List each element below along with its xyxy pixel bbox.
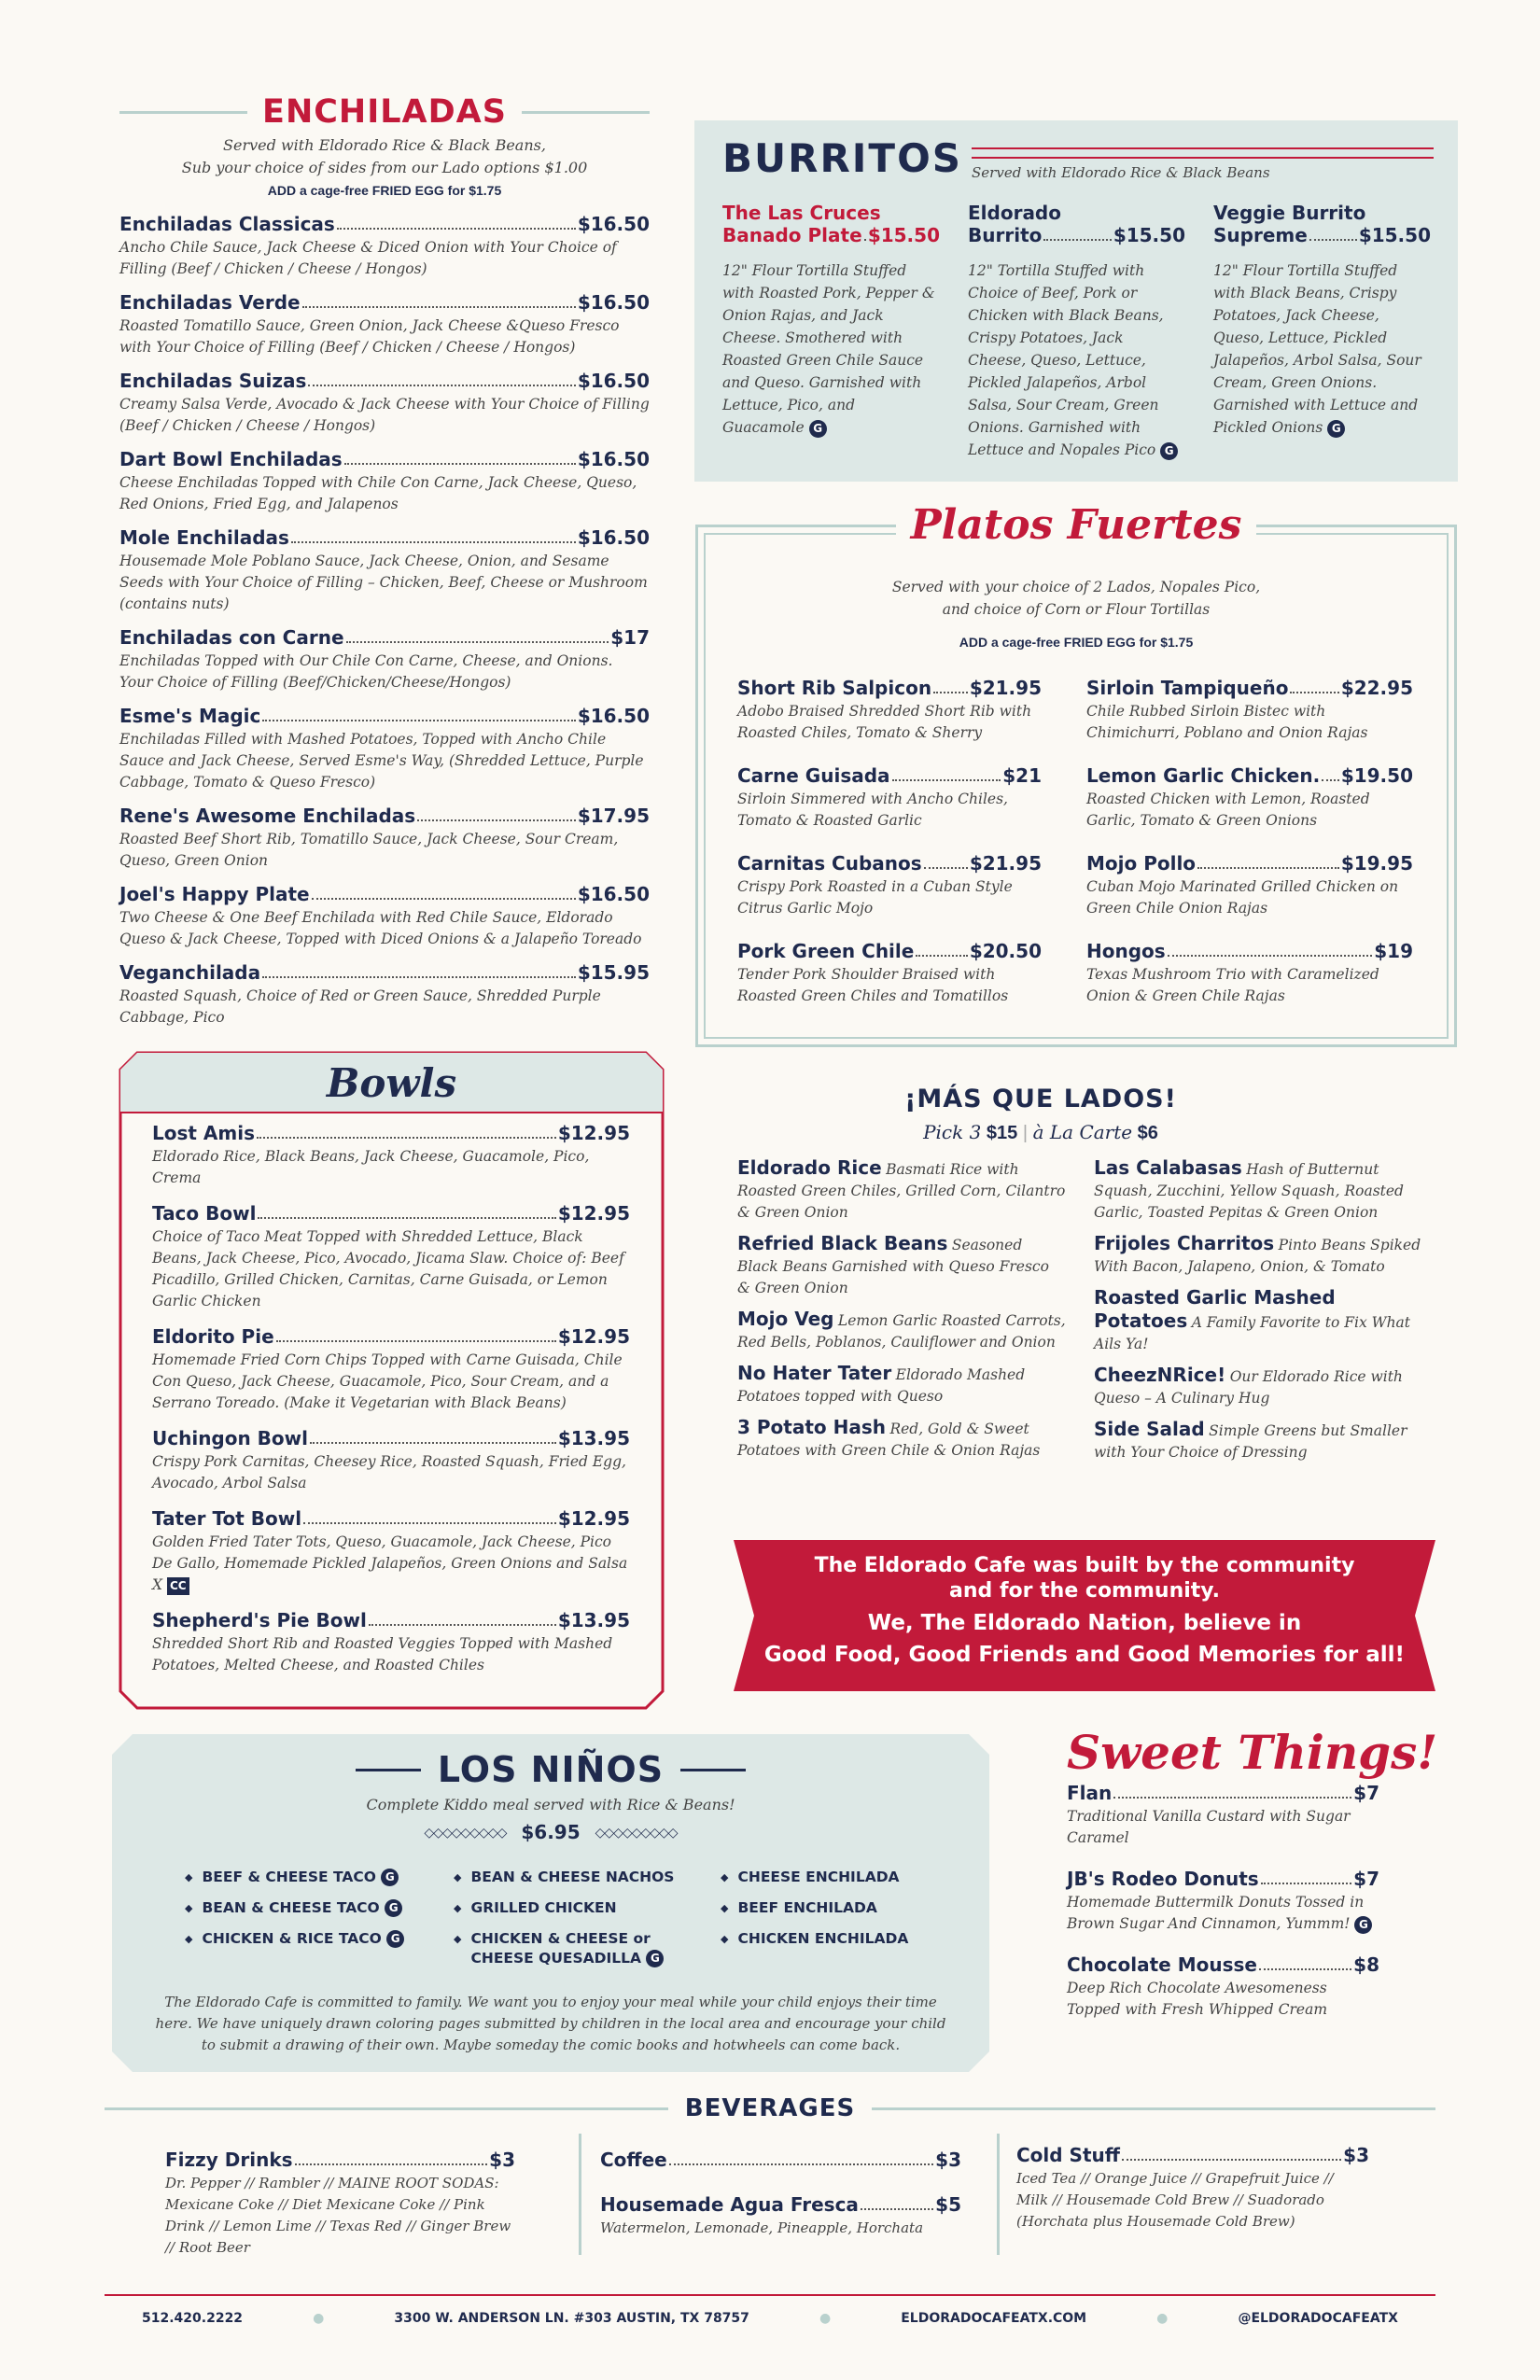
item-description: Homemade Fried Corn Chips Topped with Carne Guisada, Chile Con Queso, Jack Cheese, Guacamole, Pico, Sour Cream, and a Serrano Toreado. (Make it Vegetarian with Black Beans) <box>152 1351 623 1411</box>
enchiladas-egg-addon: ADD a cage-free FRIED EGG for $1.75 <box>267 183 502 198</box>
item-description: Roasted Chicken with Lemon, Roasted Garlic, Tomato & Green Onions <box>1086 791 1370 829</box>
burrito-name-2: Burrito <box>968 224 1043 246</box>
ninos-price: $6.95 <box>521 1821 581 1843</box>
platos-subtitle-1: Served with your choice of 2 Lados, Nopales Pico, <box>891 579 1261 595</box>
burrito-name-1: The Las Cruces <box>722 202 881 224</box>
footer-website-link[interactable]: ELDORADOCAFEATX.COM <box>901 2311 1087 2326</box>
item-description: Roasted Beef Short Rib, Tomatillo Sauce, Jack Cheese, Sour Cream, Queso, Green Onion <box>119 831 619 869</box>
lado-item <box>737 1309 1066 1353</box>
item-description: Sirloin Simmered with Ancho Chiles, Tomato & Roasted Garlic <box>737 791 1008 829</box>
bev-fizzy-name: Fizzy Drinks <box>165 2149 293 2171</box>
item-description: Shredded Short Rib and Roasted Veggies Topped with Mashed Potatoes, Melted Cheese, and Roasted Chiles <box>152 1635 613 1673</box>
lado-description: Seasoned Black Beans Garnished with Queso Fresco & Green Onion <box>737 1237 1049 1296</box>
lado-name: Refried Black Beans <box>737 1232 948 1254</box>
diamond-bullet-icon: ◆ <box>454 1871 462 1883</box>
bev-divider-1 <box>579 2134 581 2255</box>
burrito-name-2: Banado Plate <box>722 224 862 246</box>
item-price: $12.95 <box>557 1325 630 1348</box>
platos-section <box>695 501 1457 1047</box>
burritos-list <box>694 181 1458 461</box>
item-name: Hongos <box>1086 940 1166 962</box>
item-name: Eldorito Pie <box>152 1325 274 1348</box>
item-price: $13.95 <box>557 1427 630 1449</box>
item-description: Choice of Taco Meat Topped with Shredded Lettuce, Black Beans, Jack Cheese, Pico, Avocado, Jicama Slaw. Choice of: Beef Picadillo, Grilled Chicken, Carnitas, Carne Guisada, or Lemon Garlic Chicken <box>152 1228 624 1309</box>
lado-item <box>737 1363 1066 1407</box>
ninos-item-label: BEAN & CHEESE TACO <box>202 1899 380 1916</box>
item-price: $13.95 <box>557 1609 630 1631</box>
ninos-item-label: BEEF & CHEESE TACO <box>202 1869 376 1885</box>
footer-social-link[interactable]: @ELDORADOCAFEATX <box>1238 2311 1398 2326</box>
item-description: Creamy Salsa Verde, Avocado & Jack Cheese with Your Choice of Filling (Beef / Chicken / Cheese / Hongos) <box>119 396 650 434</box>
menu-item <box>119 626 650 693</box>
lado-name: No Hater Tater <box>737 1362 892 1384</box>
lado-description: Red, Gold & Sweet Potatoes with Green Chile & Onion Rajas <box>737 1421 1041 1459</box>
item-description: Cheese Enchiladas Topped with Chile Con Carne, Jack Cheese, Queso, Red Onions, Fried Egg, and Jalapenos <box>119 474 637 512</box>
footer-phone[interactable]: 512.420.2222 <box>142 2311 244 2326</box>
item-price: $16.50 <box>577 370 650 392</box>
ninos-ornament-left: ◇◇◇◇◇◇◇◇◇ <box>424 1824 507 1840</box>
item-price: $19 <box>1374 940 1413 962</box>
lados-pricing: Pick 3 $15 | à La Carte $6 <box>923 1121 1158 1143</box>
bev-fizzy-price: $3 <box>489 2149 515 2171</box>
item-name: Carne Guisada <box>737 764 890 787</box>
ninos-item-label: GRILLED CHICKEN <box>470 1899 617 1916</box>
bev-cold <box>1016 2144 1369 2233</box>
enchiladas-title: ENCHILADAS <box>262 93 507 131</box>
diamond-bullet-icon: ◆ <box>721 1871 729 1883</box>
burrito-name-1: Eldorado <box>968 202 1061 224</box>
item-price: $16.50 <box>577 705 650 727</box>
menu-item <box>1067 1782 1379 1849</box>
menu-item <box>1067 1953 1379 2021</box>
lado-item <box>1094 1233 1428 1278</box>
bev-agua-name: Housemade Agua Fresca <box>600 2193 859 2216</box>
menu-item <box>737 764 1042 832</box>
item-description: Homemade Buttermilk Donuts Tossed in Brown Sugar And Cinnamon, Yummm! G <box>1067 1892 1379 1935</box>
footer-address: 3300 W. ANDERSON LN. #303 AUSTIN, TX 78757 <box>394 2311 749 2326</box>
diamond-bullet-icon: ◆ <box>454 1902 462 1914</box>
diamond-bullet-icon: ◆ <box>454 1933 462 1945</box>
item-price: $20.50 <box>969 940 1042 962</box>
enchiladas-subtitle-2: Sub your choice of sides from our Lado options $1.00 <box>181 159 588 176</box>
lado-name: Mojo Veg <box>737 1308 834 1330</box>
item-price: $21.95 <box>969 852 1042 875</box>
item-price: $21 <box>1002 764 1042 787</box>
diamond-bullet-icon: ◆ <box>185 1933 193 1945</box>
lado-description: Pinto Beans Spiked With Bacon, Jalapeno, Onion, & Tomato <box>1094 1237 1421 1275</box>
bev-agua-desc: Watermelon, Lemonade, Pineapple, Horchata <box>600 2219 924 2236</box>
menu-item <box>119 526 650 615</box>
menu-item <box>152 1325 630 1414</box>
cc-badge-icon: CC <box>167 1577 189 1595</box>
item-price: $7 <box>1353 1868 1379 1890</box>
item-price: $17 <box>610 626 650 649</box>
bev-coffee-price: $3 <box>935 2149 961 2171</box>
item-description: Housemade Mole Poblano Sauce, Jack Cheese, Onion, and Sesame Seeds with Your Choice of Filling – Chicken, Beef, Cheese or Mushroom (contains nuts) <box>119 553 648 612</box>
item-name: Mole Enchiladas <box>119 526 289 549</box>
lados-carte-label: à La Carte <box>1032 1121 1133 1143</box>
bev-fizzy <box>165 2149 515 2259</box>
platos-subtitle-2: and choice of Corn or Flour Tortillas <box>942 601 1211 618</box>
menu-item <box>119 705 650 793</box>
bev-coffee-name: Coffee <box>600 2149 667 2171</box>
lado-item <box>737 1157 1066 1224</box>
gluten-free-badge-icon: G <box>809 420 827 438</box>
lado-item <box>1094 1287 1428 1355</box>
platos-left-column <box>737 677 1042 1028</box>
item-price: $15.95 <box>577 961 650 984</box>
ninos-item <box>185 1898 435 1918</box>
burrito-description: 12" Flour Tortilla Stuffed with Roasted Pork, Pepper & Onion Rajas, and Jack Cheese. Smothered with Roasted Green Chile Sauce and Queso. Garnished with Lettuce, Pico, and Guacamole G <box>722 262 935 436</box>
diamond-bullet-icon: ◆ <box>721 1902 729 1914</box>
item-price: $22.95 <box>1340 677 1413 699</box>
enchiladas-list <box>119 213 650 1029</box>
gluten-free-badge-icon: G <box>1327 420 1345 438</box>
item-price: $21.95 <box>969 677 1042 699</box>
gluten-free-badge-icon: G <box>646 1950 664 1967</box>
ninos-item <box>185 1868 435 1887</box>
bowls-title: Bowls <box>326 1060 457 1106</box>
banner-line-1: The Eldorado Cafe was built by the community <box>814 1554 1355 1577</box>
menu-item <box>152 1122 630 1189</box>
footer <box>105 2311 1435 2326</box>
item-price: $12.95 <box>557 1122 630 1144</box>
banner-line-3: We, The Eldorado Nation, believe in <box>867 1611 1302 1635</box>
ninos-item-label: CHICKEN & RICE TACO <box>202 1930 382 1947</box>
lado-description: Simple Greens but Smaller with Your Choice of Dressing <box>1094 1422 1407 1461</box>
lado-description: Eldorado Mashed Potatoes topped with Queso <box>737 1366 1026 1405</box>
ninos-item <box>454 1898 702 1918</box>
bowls-list <box>152 1122 630 1689</box>
ninos-column-3 <box>721 1868 963 1980</box>
item-description: Traditional Vanilla Custard with Sugar Caramel <box>1067 1808 1351 1846</box>
burrito-item <box>968 202 1185 461</box>
item-name: Taco Bowl <box>152 1202 257 1225</box>
item-price: $16.50 <box>577 291 650 314</box>
item-name: Flan <box>1067 1782 1113 1804</box>
lado-item <box>737 1233 1066 1299</box>
footer-dot-3: ● <box>1156 2311 1169 2326</box>
item-name: Shepherd's Pie Bowl <box>152 1609 367 1631</box>
lado-description: Hash of Butternut Squash, Zucchini, Yellow Squash, Roasted Garlic, Toasted Pepitas & Green Onion <box>1094 1161 1404 1221</box>
item-description: Eldorado Rice, Black Beans, Jack Cheese, Guacamole, Pico, Crema <box>152 1148 590 1186</box>
lado-name: Eldorado Rice <box>737 1156 882 1179</box>
bev-fizzy-desc: Dr. Pepper // Rambler // MAINE ROOT SODAS: Mexicane Coke // Diet Mexicane Coke // Pink Drink // Lemon Lime // Texas Red // Ginger Brew // Root Beer <box>165 2175 511 2256</box>
gluten-free-badge-icon: G <box>1354 1916 1372 1934</box>
lado-name: Roasted Garlic Mashed Potatoes <box>1094 1286 1336 1332</box>
item-price: $16.50 <box>577 526 650 549</box>
item-description: Adobo Braised Shredded Short Rib with Roasted Chiles, Tomato & Sherry <box>737 703 1032 741</box>
menu-item <box>152 1202 630 1312</box>
item-name: Short Rib Salpicon <box>737 677 932 699</box>
item-name: Lost Amis <box>152 1122 255 1144</box>
burrito-name-2: Supreme <box>1213 224 1308 246</box>
item-name: Uchingon Bowl <box>152 1427 309 1449</box>
menu-item <box>152 1609 630 1676</box>
item-price: $17.95 <box>577 805 650 827</box>
item-price: $7 <box>1353 1782 1379 1804</box>
lados-title: ¡MÁS QUE LADOS! <box>904 1085 1177 1113</box>
lado-name: 3 Potato Hash <box>737 1416 886 1438</box>
burrito-item <box>722 202 940 461</box>
community-banner <box>734 1553 1435 1671</box>
burrito-price: $15.50 <box>1358 224 1431 246</box>
burrito-price: $15.50 <box>1113 224 1185 246</box>
item-description: Enchiladas Filled with Mashed Potatoes, Topped with Ancho Chile Sauce and Jack Cheese, Served Esme's Way, (Shredded Lettuce, Purple Cabbage, Tomato & Queso Fresco) <box>119 731 644 791</box>
ninos-column-1 <box>185 1868 435 1980</box>
enchiladas-subtitle-1: Served with Eldorado Rice & Black Beans, <box>223 136 546 154</box>
lados-carte-price: $6 <box>1137 1123 1158 1143</box>
burrito-item <box>1213 202 1431 461</box>
item-name: Joel's Happy Plate <box>119 883 310 905</box>
menu-item <box>1086 852 1413 919</box>
lado-description: Basmati Rice with Roasted Green Chiles, Grilled Corn, Cilantro & Green Onion <box>737 1161 1066 1221</box>
ninos-item <box>185 1929 435 1949</box>
banner-line-2: and for the community. <box>949 1579 1220 1603</box>
item-name: Pork Green Chile <box>737 940 915 962</box>
item-price: $12.95 <box>557 1202 630 1225</box>
lado-item <box>737 1417 1066 1462</box>
item-description: Roasted Squash, Choice of Red or Green Sauce, Shredded Purple Cabbage, Pico <box>119 987 601 1026</box>
lado-name: CheezNRice! <box>1094 1364 1226 1386</box>
ninos-column-2 <box>454 1868 702 1980</box>
item-name: JB's Rodeo Donuts <box>1067 1868 1259 1890</box>
enchiladas-section <box>119 93 650 1040</box>
lados-left-column <box>737 1157 1066 1473</box>
ninos-item-label: BEAN & CHEESE NACHOS <box>470 1869 675 1885</box>
item-description: Roasted Tomatillo Sauce, Green Onion, Jack Cheese &Queso Fresco with Your Choice of Filling (Beef / Chicken / Cheese / Hongos) <box>119 317 620 356</box>
ninos-family-note: The Eldorado Cafe is committed to family. We want you to enjoy your meal while your child enjoys their time here. We have uniquely drawn coloring pages submitted by children in the local area and encourage your child to submit a drawing of their own. Maybe someday the comic books and hotwheels can come back. <box>155 1994 946 2053</box>
ninos-section <box>112 1734 989 2072</box>
enchiladas-header <box>119 93 650 131</box>
item-name: Tater Tot Bowl <box>152 1507 302 1530</box>
item-price: $8 <box>1353 1953 1379 1976</box>
bev-coffee <box>600 2149 961 2171</box>
ninos-item <box>721 1898 963 1918</box>
ninos-ornament-right: ◇◇◇◇◇◇◇◇◇ <box>595 1824 678 1840</box>
lado-name: Side Salad <box>1094 1418 1205 1440</box>
burrito-description: 12" Flour Tortilla Stuffed with Black Beans, Crispy Potatoes, Jack Cheese, Queso, Lettuce, Pickled Jalapeños, Arbol Salsa, Sour Cream, Green Onions. Garnished with Lettuce and Pickled Onions G <box>1213 262 1421 436</box>
item-description: Enchiladas Topped with Our Chile Con Carne, Cheese, and Onions. Your Choice of Filling (Beef/Chicken/Cheese/Hongos) <box>119 652 613 691</box>
lados-pick-label: Pick 3 <box>923 1121 982 1143</box>
item-description: Chile Rubbed Sirloin Bistec with Chimichurri, Poblano and Onion Rajas <box>1086 703 1368 741</box>
item-price: $16.50 <box>577 213 650 235</box>
item-name: Rene's Awesome Enchiladas <box>119 805 416 827</box>
menu-item <box>737 677 1042 744</box>
item-price: $16.50 <box>577 883 650 905</box>
lados-right-column <box>1094 1157 1428 1473</box>
menu-item <box>119 961 650 1029</box>
burritos-section <box>694 120 1458 482</box>
lado-name: Las Calabasas <box>1094 1156 1242 1179</box>
ninos-subtitle: Complete Kiddo meal served with Rice & Beans! <box>366 1796 735 1813</box>
bev-agua-price: $5 <box>935 2193 961 2216</box>
diamond-bullet-icon: ◆ <box>721 1933 729 1945</box>
diamond-bullet-icon: ◆ <box>185 1871 193 1883</box>
lado-item <box>1094 1419 1428 1463</box>
item-name: Esme's Magic <box>119 705 261 727</box>
banner-line-4: Good Food, Good Friends and Good Memories for all! <box>763 1643 1406 1667</box>
item-description: Cuban Mojo Marinated Grilled Chicken on Green Chile Onion Rajas <box>1086 878 1399 917</box>
menu-item <box>737 940 1042 1007</box>
lado-item <box>1094 1157 1428 1224</box>
item-description: Deep Rich Chocolate Awesomeness Topped with Fresh Whipped Cream <box>1067 1980 1328 2018</box>
lado-description: Our Eldorado Rice with Queso – A Culinary Hug <box>1094 1368 1403 1407</box>
footer-dot-1: ● <box>313 2311 325 2326</box>
item-name: Chocolate Mousse <box>1067 1953 1257 1976</box>
lados-section <box>737 1085 1428 1473</box>
ninos-item-label: CHEESE ENCHILADA <box>737 1869 900 1885</box>
gluten-free-badge-icon: G <box>385 1899 402 1917</box>
bev-agua <box>600 2193 961 2239</box>
ninos-item-label: CHICKEN ENCHILADA <box>737 1930 909 1947</box>
bowls-section <box>119 1051 665 1710</box>
lado-item <box>1094 1365 1428 1409</box>
footer-rule <box>105 2294 1435 2296</box>
sweets-list <box>1067 1782 1379 2021</box>
item-name: Carnitas Cubanos <box>737 852 922 875</box>
item-name: Enchiladas Verde <box>119 291 301 314</box>
footer-dot-2: ● <box>819 2311 832 2326</box>
menu-item <box>1086 764 1413 832</box>
platos-right-column <box>1086 677 1413 1028</box>
menu-item <box>119 370 650 437</box>
item-price: $19.95 <box>1340 852 1413 875</box>
item-price: $12.95 <box>557 1507 630 1530</box>
ninos-item <box>454 1929 702 1968</box>
bev-divider-2 <box>997 2134 1000 2255</box>
ninos-item <box>454 1868 702 1887</box>
item-description: Texas Mushroom Trio with Caramelized Onion & Green Chile Rajas <box>1086 966 1379 1004</box>
lado-description: A Family Favorite to Fix What Ails Ya! <box>1094 1314 1411 1352</box>
item-description: Crispy Pork Carnitas, Cheesey Rice, Roasted Squash, Fried Egg, Avocado, Arbol Salsa <box>152 1453 626 1491</box>
ninos-item-label: CHICKEN & CHEESE or <box>470 1930 651 1947</box>
beverages-title: BEVERAGES <box>684 2094 856 2122</box>
burritos-title: BURRITOS <box>722 135 963 181</box>
item-name: Veganchilada <box>119 961 261 984</box>
diamond-bullet-icon: ◆ <box>185 1902 193 1914</box>
menu-item <box>119 448 650 515</box>
item-description: Ancho Chile Sauce, Jack Cheese & Diced Onion with Your Choice of Filling (Beef / Chicken / Cheese / Hongos) <box>119 239 617 277</box>
menu-item <box>152 1427 630 1494</box>
menu-item <box>737 852 1042 919</box>
gluten-free-badge-icon: G <box>381 1869 399 1886</box>
menu-item <box>1086 940 1413 1007</box>
item-name: Enchiladas Classicas <box>119 213 335 235</box>
menu-item <box>119 291 650 358</box>
sweets-section <box>1067 1725 1438 2039</box>
sweets-title: Sweet Things! <box>1067 1725 1438 1780</box>
beverages-header <box>105 2094 1435 2122</box>
lados-pick-price: $15 <box>986 1123 1018 1143</box>
item-description: Two Cheese & One Beef Enchilada with Red Chile Sauce, Eldorado Queso & Jack Cheese, Topped with Diced Onions & a Jalapeño Toreado <box>119 909 642 947</box>
bev-cold-desc: Iced Tea // Orange Juice // Grapefruit Juice // Milk // Housemade Cold Brew // Suadorado (Horchata plus Housemade Cold Brew) <box>1016 2170 1334 2230</box>
item-name: Enchiladas con Carne <box>119 626 344 649</box>
menu-item <box>119 883 650 950</box>
item-price: $19.50 <box>1340 764 1413 787</box>
item-name: Mojo Pollo <box>1086 852 1197 875</box>
menu-item <box>1086 677 1413 744</box>
item-name: Sirloin Tampiqueño <box>1086 677 1289 699</box>
lado-name: Frijoles Charritos <box>1094 1232 1275 1254</box>
gluten-free-badge-icon: G <box>386 1930 404 1948</box>
menu-item <box>1067 1868 1379 1935</box>
ninos-item <box>721 1929 963 1949</box>
ninos-item-label-2: CHEESE QUESADILLA <box>470 1950 642 1967</box>
burrito-price: $15.50 <box>867 224 940 246</box>
ninos-title: LOS NIÑOS <box>437 1749 665 1790</box>
item-description: Tender Pork Shoulder Braised with Roasted Green Chiles and Tomatillos <box>737 966 1009 1004</box>
menu-item <box>119 213 650 280</box>
lado-description: Lemon Garlic Roasted Carrots, Red Bells, Poblanos, Cauliflower and Onion <box>737 1312 1066 1351</box>
item-description: Crispy Pork Roasted in a Cuban Style Citrus Garlic Mojo <box>737 878 1013 917</box>
platos-egg-addon: ADD a cage-free FRIED EGG for $1.75 <box>959 635 1194 650</box>
gluten-free-badge-icon: G <box>1160 442 1178 460</box>
menu-item <box>152 1507 630 1596</box>
ninos-item-label: BEEF ENCHILADA <box>737 1899 877 1916</box>
burrito-description: 12" Tortilla Stuffed with Choice of Beef, Pork or Chicken with Black Beans, Crispy Potatoes, Jack Cheese, Queso, Lettuce, Pickled Jalapeños, Arbol Salsa, Sour Cream, Green Onions. Garnished with Lettuce and Nopales Pico G <box>968 259 1185 461</box>
platos-title: Platos Fuertes <box>896 501 1257 549</box>
menu-item <box>119 805 650 872</box>
item-description: Golden Fried Tater Tots, Queso, Guacamole, Jack Cheese, Pico De Gallo, Homemade Pickled Jalapeños, Green Onions and Salsa X CC <box>152 1533 628 1593</box>
item-name: Dart Bowl Enchiladas <box>119 448 343 470</box>
ninos-item <box>721 1868 963 1887</box>
burritos-subtitle: Served with Eldorado Rice & Black Beans <box>972 164 1270 181</box>
item-name: Lemon Garlic Chicken. <box>1086 764 1321 787</box>
bev-cold-name: Cold Stuff <box>1016 2144 1120 2166</box>
item-name: Enchiladas Suizas <box>119 370 307 392</box>
bev-cold-price: $3 <box>1343 2144 1369 2166</box>
burrito-name-1: Veggie Burrito <box>1213 202 1366 224</box>
item-price: $16.50 <box>577 448 650 470</box>
